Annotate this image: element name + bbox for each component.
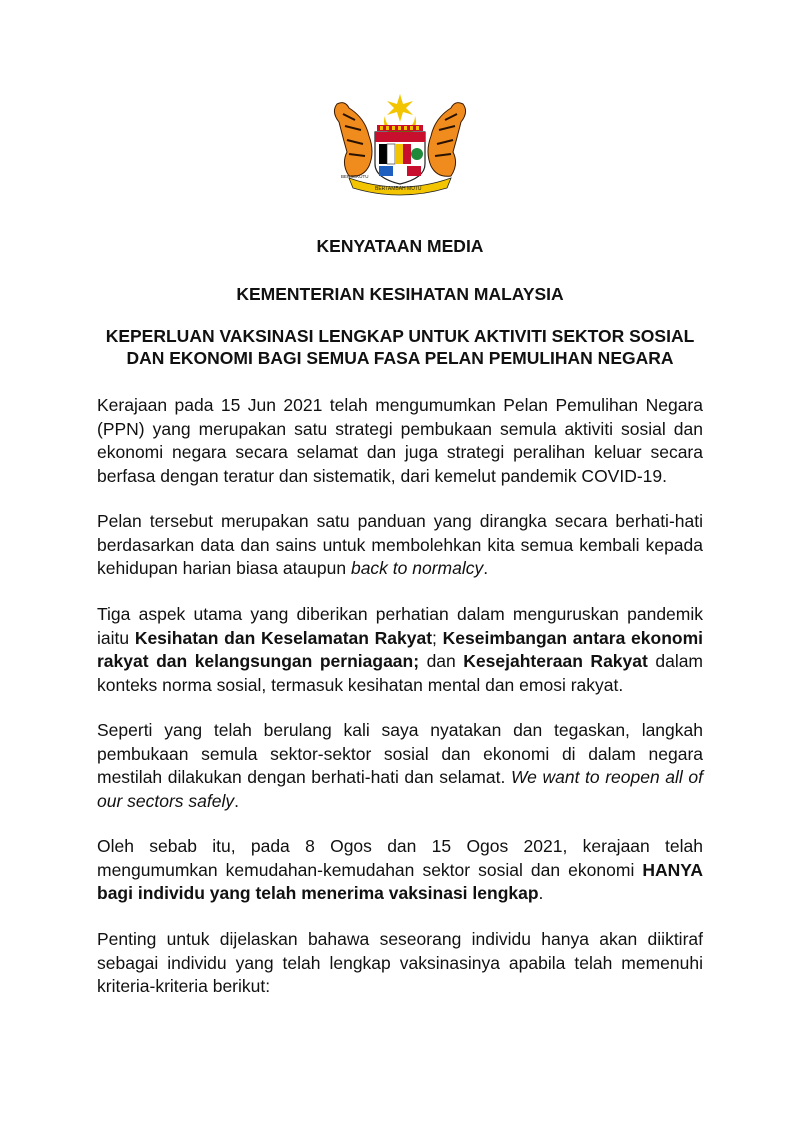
punctuation: . bbox=[234, 790, 240, 811]
bold-phrase: HANYA bagi individu yang telah menerima vaksinasi lengkap bbox=[97, 859, 703, 903]
conjunction: dan bbox=[419, 651, 464, 671]
punctuation: . bbox=[483, 558, 489, 578]
statement-type: KENYATAAN MEDIA bbox=[316, 236, 484, 256]
separator: ; bbox=[432, 627, 443, 648]
statement-title bbox=[0, 325, 800, 369]
paragraph-three-aspects bbox=[97, 603, 703, 697]
punctuation: . bbox=[538, 883, 544, 903]
paragraph-text: Oleh sebab itu, pada 8 Ogos dan 15 Ogos 2021, kerajaan telah mengumumkan kemudahan-kemudahan sektor sosial dan ekonomi bbox=[97, 836, 703, 880]
statement-title-line-1: KEPERLUAN VAKSINASI LENGKAP UNTUK AKTIVITI SEKTOR SOSIAL bbox=[105, 326, 695, 346]
svg-text:BERTAMBAH MUTU: BERTAMBAH MUTU bbox=[375, 186, 422, 192]
paragraph-text: Pelan tersebut merupakan satu panduan yang dirangka secara berhati-hati berdasarkan data dan sains untuk membolehkan kita semua kembali kepada kehidupan harian biasa ataupun bbox=[97, 511, 703, 578]
aspect-health-safety: Kesihatan dan Keselamatan Rakyat bbox=[134, 627, 433, 648]
paragraph-guidelines bbox=[97, 510, 703, 581]
paragraph-criteria: Penting untuk dijelaskan bahawa seseorang individu hanya akan diiktiraf sebagai individu yang telah lengkap vaksinasinya apabila telah memenuhi kriteria-kriteria berikut: bbox=[97, 929, 703, 996]
paragraph-text: dalam konteks norma sosial, termasuk kesihatan mental dan emosi rakyat. bbox=[97, 651, 704, 695]
aspect-economic-balance: Keseimbangan antara ekonomi rakyat dan kelangsungan perniagaan; bbox=[97, 627, 703, 671]
paragraph-reopen-safely bbox=[97, 719, 703, 813]
italic-phrase: We want to reopen all of our sectors safely bbox=[97, 767, 704, 811]
svg-text:BERSEKUTU: BERSEKUTU bbox=[341, 174, 369, 179]
paragraph-text: Tiga aspek utama yang diberikan perhatian dalam menguruskan pandemik iaitu bbox=[97, 604, 703, 648]
paragraph-ppn-intro: Kerajaan pada 15 Jun 2021 telah mengumumkan Pelan Pemulihan Negara (PPN) yang merupakan satu strategi pembukaan semula aktiviti sosial dan ekonomi negara secara selamat dan juga strategi peralihan keluar secara berfasa dengan teratur dan sistematik, dari kemelut pandemik COVID-19. bbox=[97, 395, 703, 486]
italic-phrase: back to normalcy bbox=[350, 558, 484, 578]
malaysia-coat-of-arms-icon bbox=[325, 92, 475, 196]
paragraph-facilities bbox=[97, 835, 703, 906]
aspect-wellbeing: Kesejahteraan Rakyat bbox=[463, 651, 648, 671]
statement-title-line-2: DAN EKONOMI BAGI SEMUA FASA PELAN PEMULIHAN NEGARA bbox=[126, 348, 674, 368]
paragraph-text: Seperti yang telah berulang kali saya nyatakan dan tegaskan, langkah pembukaan semula sektor-sektor sosial dan ekonomi di dalam negara mestilah dilakukan dengan berhati-hati dan selamat. bbox=[97, 720, 703, 787]
ministry-name: KEMENTERIAN KESIHATAN MALAYSIA bbox=[236, 284, 564, 304]
